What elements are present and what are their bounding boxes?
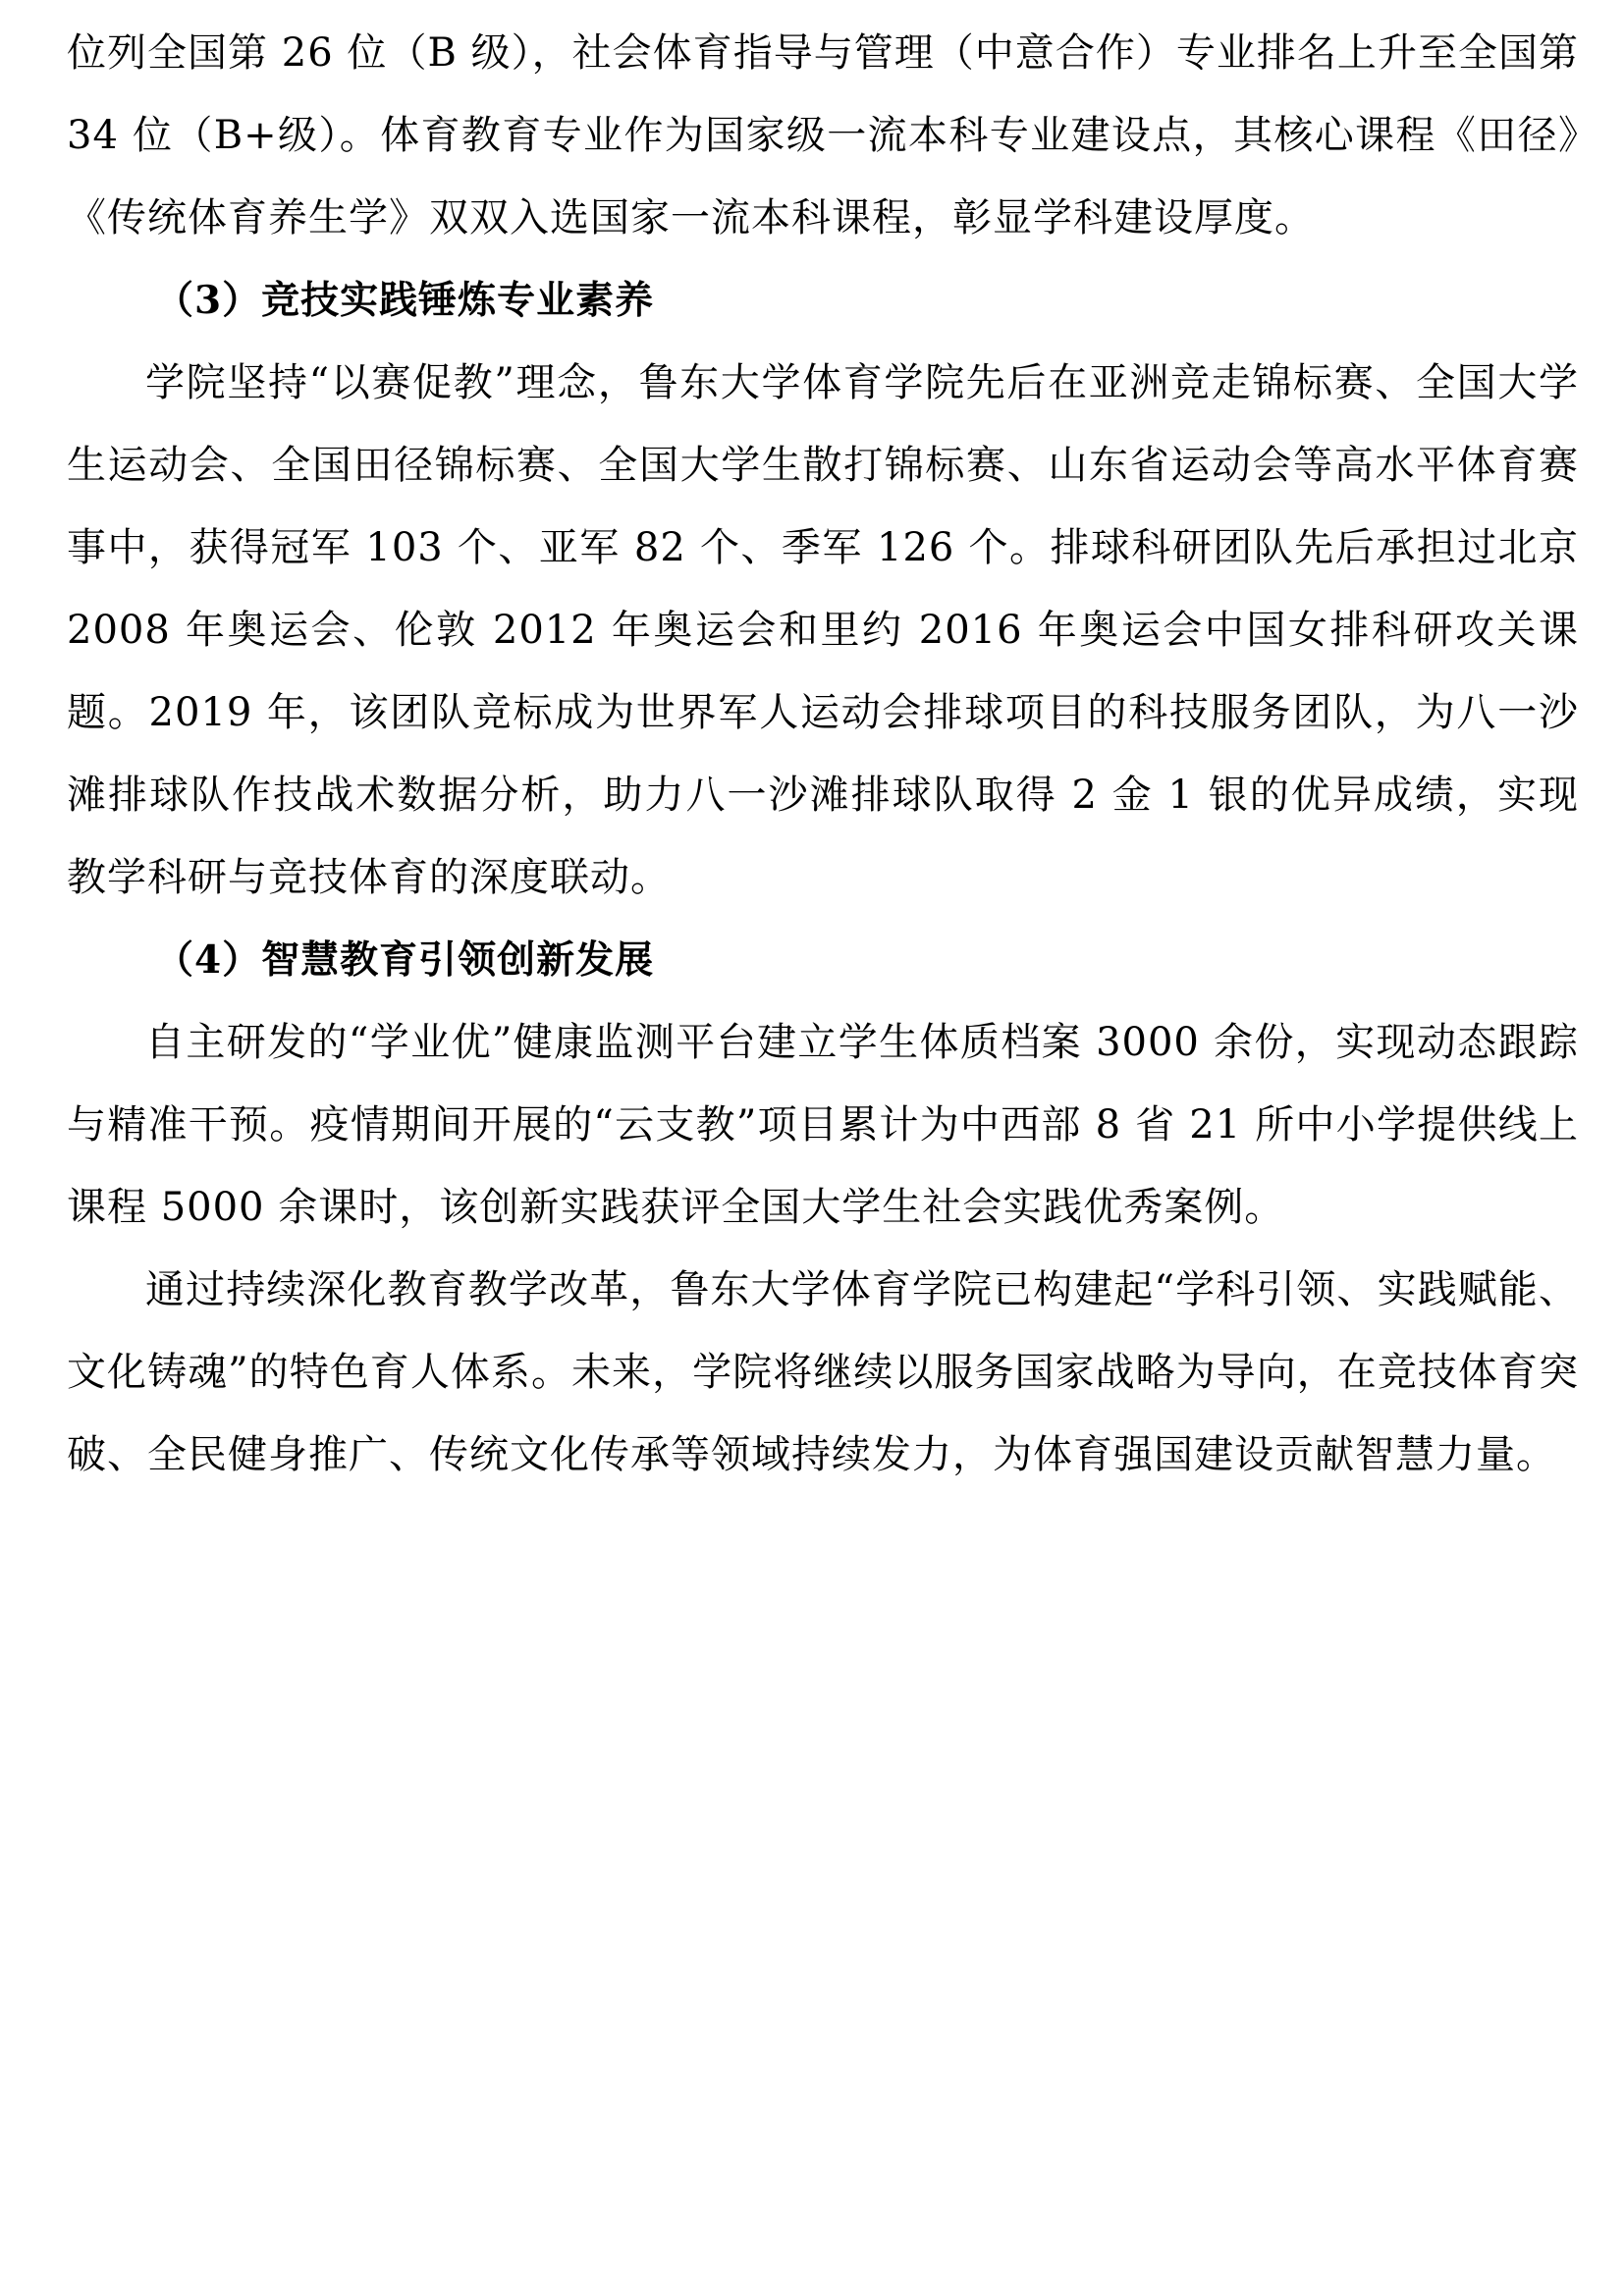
paragraph-conclusion: 通过持续深化教育教学改革，鲁东大学体育学院已构建起“学科引领、实践赋能、文化铸魂”的特色育人体系。未来，学院将继续以服务国家战略为导向，在竞技体育突破、全民健身推广、传统文化传承等领域持续发力，为体育强国建设贡献智慧力量。	[67, 1267, 1579, 1477]
paragraph-section-3-body: 学院坚持“以赛促教”理念，鲁东大学体育学院先后在亚洲竞走锦标赛、全国大学生运动会、全国田径锦标赛、全国大学生散打锦标赛、山东省运动会等高水平体育赛事中，获得冠军 103 个、亚军 82 个、季军 126 个。排球科研团队先后承担过北京 2008 年奥运会、伦敦 2012 年奥运会和里约 2016 年奥运会中国女排科研攻关课题。2019 年，该团队竞标成为世界军人运动会排球项目的科技服务团队，为八一沙滩排球队作技战术数据分析，助力八一沙滩排球队取得 2 金 1 银的优异成绩，实现教学科研与竞技体育的深度联动。	[67, 360, 1579, 900]
section-4-heading: （4）智慧教育引领创新发展	[155, 937, 655, 983]
paragraph-intro-continued: 位列全国第 26 位（B 级），社会体育指导与管理（中意合作）专业排名上升至全国第 34 位（B+级）。体育教育专业作为国家级一流本科专业建设点，其核心课程《田径》《传统体育养生学》双双入选国家一流本科课程，彰显学科建设厚度。	[67, 30, 1579, 240]
section-3-heading: （3）竞技实践锤炼专业素养	[155, 278, 655, 323]
paragraph-section-4-body: 自主研发的“学业优”健康监测平台建立学生体质档案 3000 余份，实现动态跟踪与精准干预。疫情期间开展的“云支教”项目累计为中西部 8 省 21 所中小学提供线上课程 5000 余课时，该创新实践获评全国大学生社会实践优秀案例。	[67, 1020, 1579, 1230]
document-page	[67, 12, 1579, 1496]
